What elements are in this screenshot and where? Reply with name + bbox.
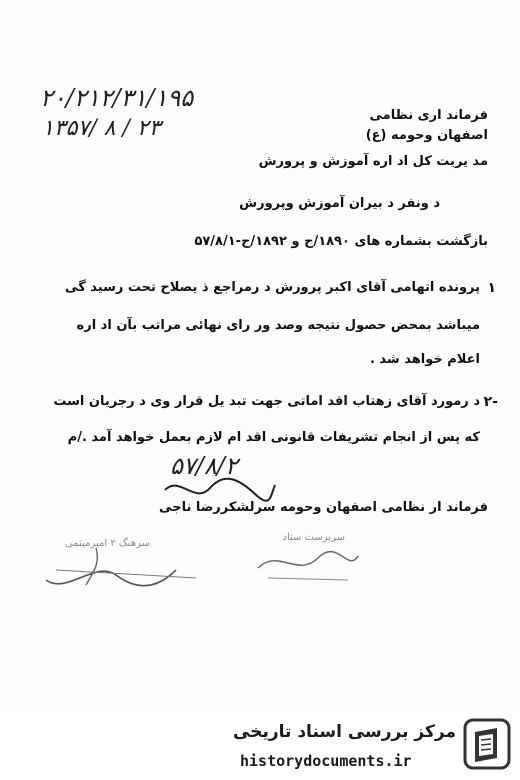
paragraph-2-number: ۲-	[483, 394, 498, 410]
handwritten-date: ۱۳۵۷/ ۸ / ۲۳	[42, 116, 161, 141]
archive-logo-icon	[463, 718, 511, 770]
recipient-line: مد یریت کل اد اره آموزش و پرورش	[258, 154, 488, 169]
paragraph-2-line-1: د رمورد آقای زهتاب اقد اماتی جهت تبد یل قرار وی د رجریان است	[53, 394, 480, 409]
handwritten-number: ۲۰/۲۱۲/۳۱/۱۹۵	[40, 84, 194, 112]
signature-title: فرماند ار نظامی اصفهان وحومه سرلشکررضا ناجی	[159, 500, 488, 515]
sender-line-2: اصفهان وحومه (ع)	[365, 128, 488, 143]
paragraph-1-line-2: میباشد بمحض حصول نتیجه وصد ور رای نهائی مراتب بآن اد اره	[76, 318, 480, 333]
right-signature-mark	[248, 538, 368, 588]
left-signature-mark	[36, 540, 206, 600]
paragraph-1-line-3: اعلام خواهد شد .	[369, 352, 480, 367]
paragraph-1-line-1: پرونده اتهامی آقای اکبر پرورش د رمراجع ذ یصلاح تحت رسید گی	[65, 280, 480, 295]
paragraph-1-number: ۱	[487, 280, 496, 296]
reference-line: بازگشت بشماره های ۱۸۹۰/ح و ۱۸۹۲/ح-۵۷/۸/۱	[194, 234, 488, 249]
watermark-title: مرکز بررسی اسناد تاریخی	[233, 722, 456, 742]
paragraph-2-line-2: که پس از انجام تشریفات قانونی اقد ام لازم بعمل خواهد آمد ./م	[67, 430, 480, 445]
stamp-right-text: سرپرست ستاد	[282, 532, 345, 543]
subject-line: د ونفر د بیران آموزش وپرورش	[239, 196, 440, 211]
sender-line-1: فرماند اری نظامی	[369, 108, 488, 123]
watermark-url[interactable]: historydocuments.ir	[240, 752, 412, 770]
stamp-left-text: سرهنگ ۲ امیرمیثمی	[64, 538, 150, 549]
signature-date: ۵۷/۸/۲	[170, 452, 238, 480]
